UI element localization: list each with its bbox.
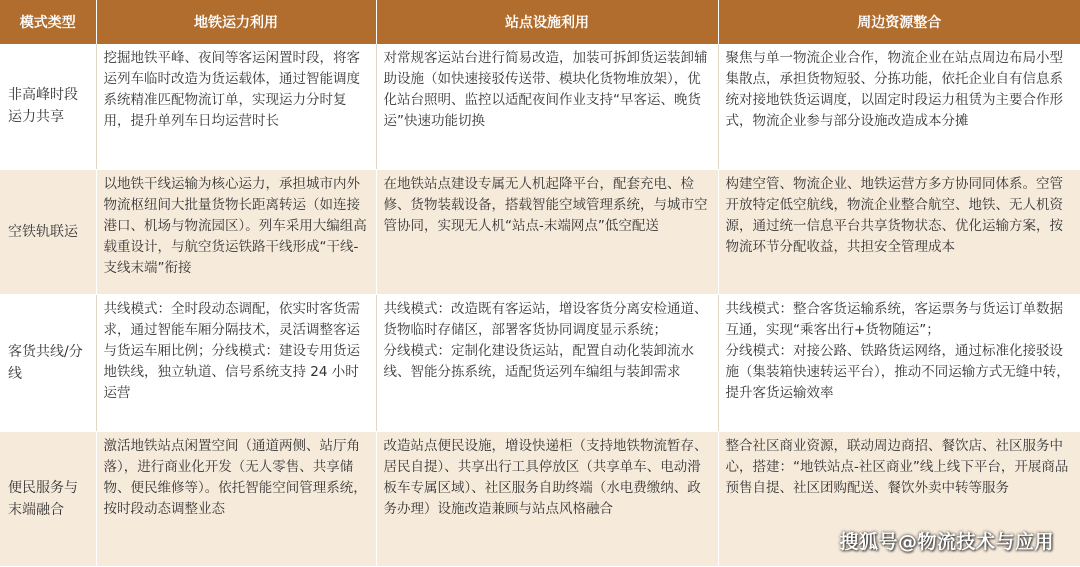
capacity-cell: 挖掘地铁平峰、夜间等客运闲置时段，将客运列车临时改造为货运载体，通过智能调度系统精准匹配物流订单，实现运力分时复用，提升单列车日均运营时长 <box>96 44 376 169</box>
capacity-cell: 激活地铁站点闲置空间（通道两侧、站厅角落），进行商业化开发（无人零售、共享储物、便民维修等）。依托智能空间管理系统，按时段动态调整业态 <box>96 431 376 566</box>
mode-cell: 非高峰时段运力共享 <box>0 44 96 169</box>
resource-cell: 整合社区商业资源，联动周边商招、餐饮店、社区服务中心，搭建：“地铁站点-社区商业”线上线下平台，开展商品预售自提、社区团购配送、餐饮外卖中转等服务 <box>718 431 1080 566</box>
facility-cell: 改造站点便民设施，增设快递柜（支持地铁物流暂存、居民自提）、共享出行工具停放区（共享单车、电动滑板车专属区域）、社区服务自助终端（水电费缴纳、政务办理）设施改造兼顾与站点风格融合 <box>376 431 718 566</box>
facility-cell: 在地铁站点建设专属无人机起降平台，配套充电、检修、货物装载设备，搭载智能空域管理系统，与城市空管协同，实现无人机“站点-末端网点”低空配送 <box>376 169 718 294</box>
capacity-cell: 共线模式：全时段动态调配，依实时客货需求，通过智能车厢分隔技术，灵活调整客运与货运车厢比例；分线模式：建设专用货运地铁线，独立轨道、信号系统支持 24 小时运营 <box>96 294 376 431</box>
header-capacity-use: 地铁运力利用 <box>96 0 376 44</box>
resource-cell: 聚焦与单一物流企业合作，物流企业在站点周边布局小型集散点，承担货物短驳、分拣功能，依托企业自有信息系统对接地铁货运调度，以固定时段运力租赁为主要合作形式，物流企业参与部分设施改造成本分摊 <box>718 44 1080 169</box>
header-resource-integration: 周边资源整合 <box>718 0 1080 44</box>
mode-cell: 空铁轨联运 <box>0 169 96 294</box>
mode-cell: 便民服务与末端融合 <box>0 431 96 566</box>
table-row <box>0 294 1080 431</box>
table-row <box>0 169 1080 294</box>
table-row <box>0 44 1080 169</box>
header-mode-type: 模式类型 <box>0 0 96 44</box>
header-facility-use: 站点设施利用 <box>376 0 718 44</box>
capacity-cell: 以地铁干线运输为核心运力，承担城市内外物流枢纽间大批量货物长距离转运（如连接港口、机场与物流园区）。列车采用大编组高载重设计，与航空货运铁路干线形成“干线-支线末端”衔接 <box>96 169 376 294</box>
resource-cell: 构建空管、物流企业、地铁运营方多方协同同体系。空管开放特定低空航线，物流企业整合航空、地铁、无人机资源，通过统一信息平台共享货物状态、优化运输方案，按物流环节分配收益，共担安全管理成本 <box>718 169 1080 294</box>
facility-cell: 对常规客运站台进行简易改造，加装可拆卸货运装卸辅助设施（如快速接驳传送带、模块化货物堆放架），优化站台照明、监控以适配夜间作业支持“早客运、晚货运”快速功能切换 <box>376 44 718 169</box>
mode-cell: 客货共线/分线 <box>0 294 96 431</box>
resource-cell: 共线模式：整合客货运输系统，客运票务与货运订单数据互通，实现“乘客出行+货物随运”； 分线模式：对接公路、铁路货运网络，通过标准化接驳设施（集装箱快速转运平台），推动不同运输方式无缝中转，提升客货运输效率 <box>718 294 1080 431</box>
table-header-row <box>0 0 1080 44</box>
watermark: 搜狐号@物流技术与应用 <box>839 531 1054 553</box>
facility-cell: 共线模式：改造既有客运站，增设客货分离安检通道、货物临时存储区，部署客货协同调度显示系统； 分线模式：定制化建设货运站，配置自动化装卸流水线、智能分拣系统，适配货运列车编组与装卸需求 <box>376 294 718 431</box>
